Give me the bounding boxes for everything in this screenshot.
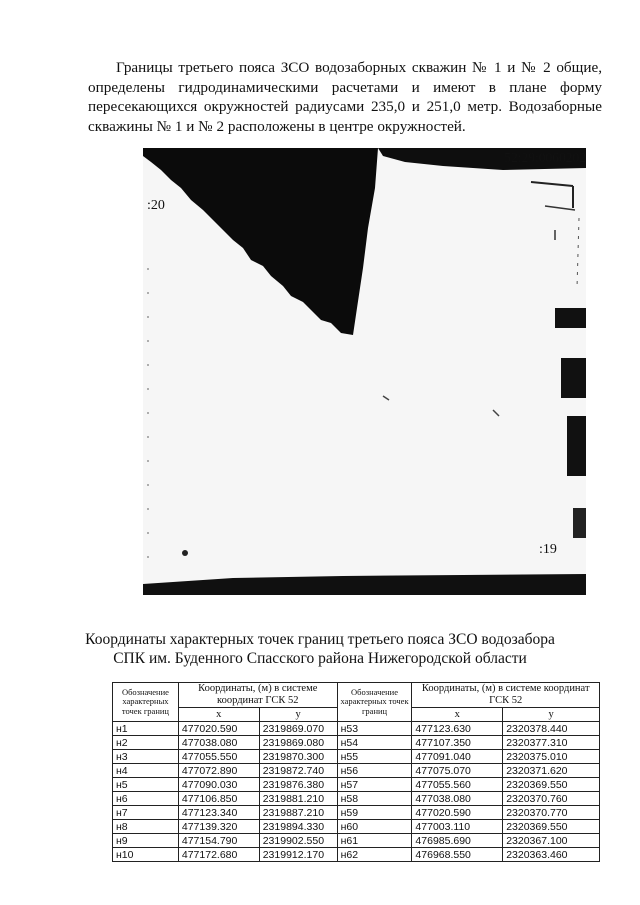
map-scan: [143, 148, 586, 595]
cell-y-right: 2320363.460: [503, 848, 600, 862]
cell-y-right: 2320378.440: [503, 722, 600, 736]
cell-point-left: н4: [113, 764, 179, 778]
cell-x-left: 477038.080: [178, 736, 259, 750]
cell-x-left: 477106.850: [178, 792, 259, 806]
table-row: [113, 750, 600, 764]
header-x-right: x: [412, 708, 503, 722]
cell-x-right: 477123.630: [412, 722, 503, 736]
cell-x-left: 477154.790: [178, 834, 259, 848]
map-graphic: [143, 148, 586, 595]
header-point-left: Обозначение характерных точек границ: [113, 683, 179, 722]
table-row: [113, 736, 600, 750]
cell-point-left: н2: [113, 736, 179, 750]
cell-y-right: 2320369.550: [503, 778, 600, 792]
coordinates-table: [112, 682, 600, 862]
cell-y-left: 2319894.330: [259, 820, 337, 834]
cell-x-left: 477123.340: [178, 806, 259, 820]
table-row: [113, 778, 600, 792]
cell-y-left: 2319887.210: [259, 806, 337, 820]
cell-point-right: н54: [337, 736, 412, 750]
cell-x-right: 476985.690: [412, 834, 503, 848]
table-caption: [60, 630, 580, 668]
cell-y-right: 2320367.100: [503, 834, 600, 848]
cell-y-right: 2320369.550: [503, 820, 600, 834]
header-coords-left: Координаты, (м) в системе координат ГСК 52: [178, 683, 337, 708]
cell-y-right: 2320371.620: [503, 764, 600, 778]
cell-y-left: 2319872.740: [259, 764, 337, 778]
description-paragraph: [88, 58, 602, 136]
header-y-left: y: [259, 708, 337, 722]
cell-y-left: 2319870.300: [259, 750, 337, 764]
point-label-20: :20: [147, 198, 165, 213]
cadastral-number: 52:29:0060202: [504, 150, 586, 165]
cell-y-left: 2319869.070: [259, 722, 337, 736]
cell-x-right: 477055.560: [412, 778, 503, 792]
cell-y-right: 2320375.010: [503, 750, 600, 764]
cell-point-left: н6: [113, 792, 179, 806]
cell-y-left: 2319912.170: [259, 848, 337, 862]
cell-point-right: н61: [337, 834, 412, 848]
cell-point-left: н10: [113, 848, 179, 862]
cell-point-right: н58: [337, 792, 412, 806]
cell-point-right: н53: [337, 722, 412, 736]
cell-y-right: 2320370.770: [503, 806, 600, 820]
cell-x-left: 477172.680: [178, 848, 259, 862]
caption-line-2: СПК им. Буденного Спасского района Нижегородской области: [113, 650, 527, 667]
cell-y-left: 2319876.380: [259, 778, 337, 792]
cell-x-left: 477055.550: [178, 750, 259, 764]
cell-y-right: 2320377.310: [503, 736, 600, 750]
caption-line-1: Координаты характерных точек границ третьего пояса ЗСО водозабора: [85, 631, 555, 648]
cell-x-right: 477107.350: [412, 736, 503, 750]
cell-y-left: 2319869.080: [259, 736, 337, 750]
table-row: [113, 820, 600, 834]
cell-x-right: 477091.040: [412, 750, 503, 764]
cell-point-right: н60: [337, 820, 412, 834]
cell-point-left: н9: [113, 834, 179, 848]
cell-x-left: 477072.890: [178, 764, 259, 778]
cell-point-left: н3: [113, 750, 179, 764]
cell-x-right: 477038.080: [412, 792, 503, 806]
cell-x-left: 477139.320: [178, 820, 259, 834]
cell-point-right: н59: [337, 806, 412, 820]
table-row: [113, 834, 600, 848]
header-x-left: x: [178, 708, 259, 722]
cell-point-right: н55: [337, 750, 412, 764]
cell-point-right: н57: [337, 778, 412, 792]
cell-point-right: н62: [337, 848, 412, 862]
table-row: [113, 848, 600, 862]
table-body: [113, 722, 600, 862]
table-row: [113, 792, 600, 806]
cell-x-right: 477003.110: [412, 820, 503, 834]
cell-point-right: н56: [337, 764, 412, 778]
cell-point-left: н7: [113, 806, 179, 820]
header-coords-right: Координаты, (м) в системе координат ГСК 52: [412, 683, 600, 708]
cell-x-right: 476968.550: [412, 848, 503, 862]
cell-y-right: 2320370.760: [503, 792, 600, 806]
point-label-19: :19: [539, 542, 557, 557]
cell-x-right: 477075.070: [412, 764, 503, 778]
table-row: [113, 806, 600, 820]
cell-point-left: н5: [113, 778, 179, 792]
table-row: [113, 764, 600, 778]
cell-x-left: 477090.030: [178, 778, 259, 792]
cell-y-left: 2319881.210: [259, 792, 337, 806]
cell-y-left: 2319902.550: [259, 834, 337, 848]
table-header-row: [113, 683, 600, 708]
header-point-right: Обозначение характерных точек границ: [337, 683, 412, 722]
description-text: Границы третьего пояса ЗСО водозаборных скважин № 1 и № 2 общие, определены гидродинамическими расчетами и имеют в плане форму пересекающихся окружностей радиусами 235,0 и 251,0 метр. Водозаборные скважины № 1 и № 2 расположены в центре окружностей.: [88, 59, 602, 135]
cell-x-right: 477020.590: [412, 806, 503, 820]
cell-x-left: 477020.590: [178, 722, 259, 736]
cell-point-left: н1: [113, 722, 179, 736]
cell-point-left: н8: [113, 820, 179, 834]
table-row: [113, 722, 600, 736]
header-y-right: y: [503, 708, 600, 722]
